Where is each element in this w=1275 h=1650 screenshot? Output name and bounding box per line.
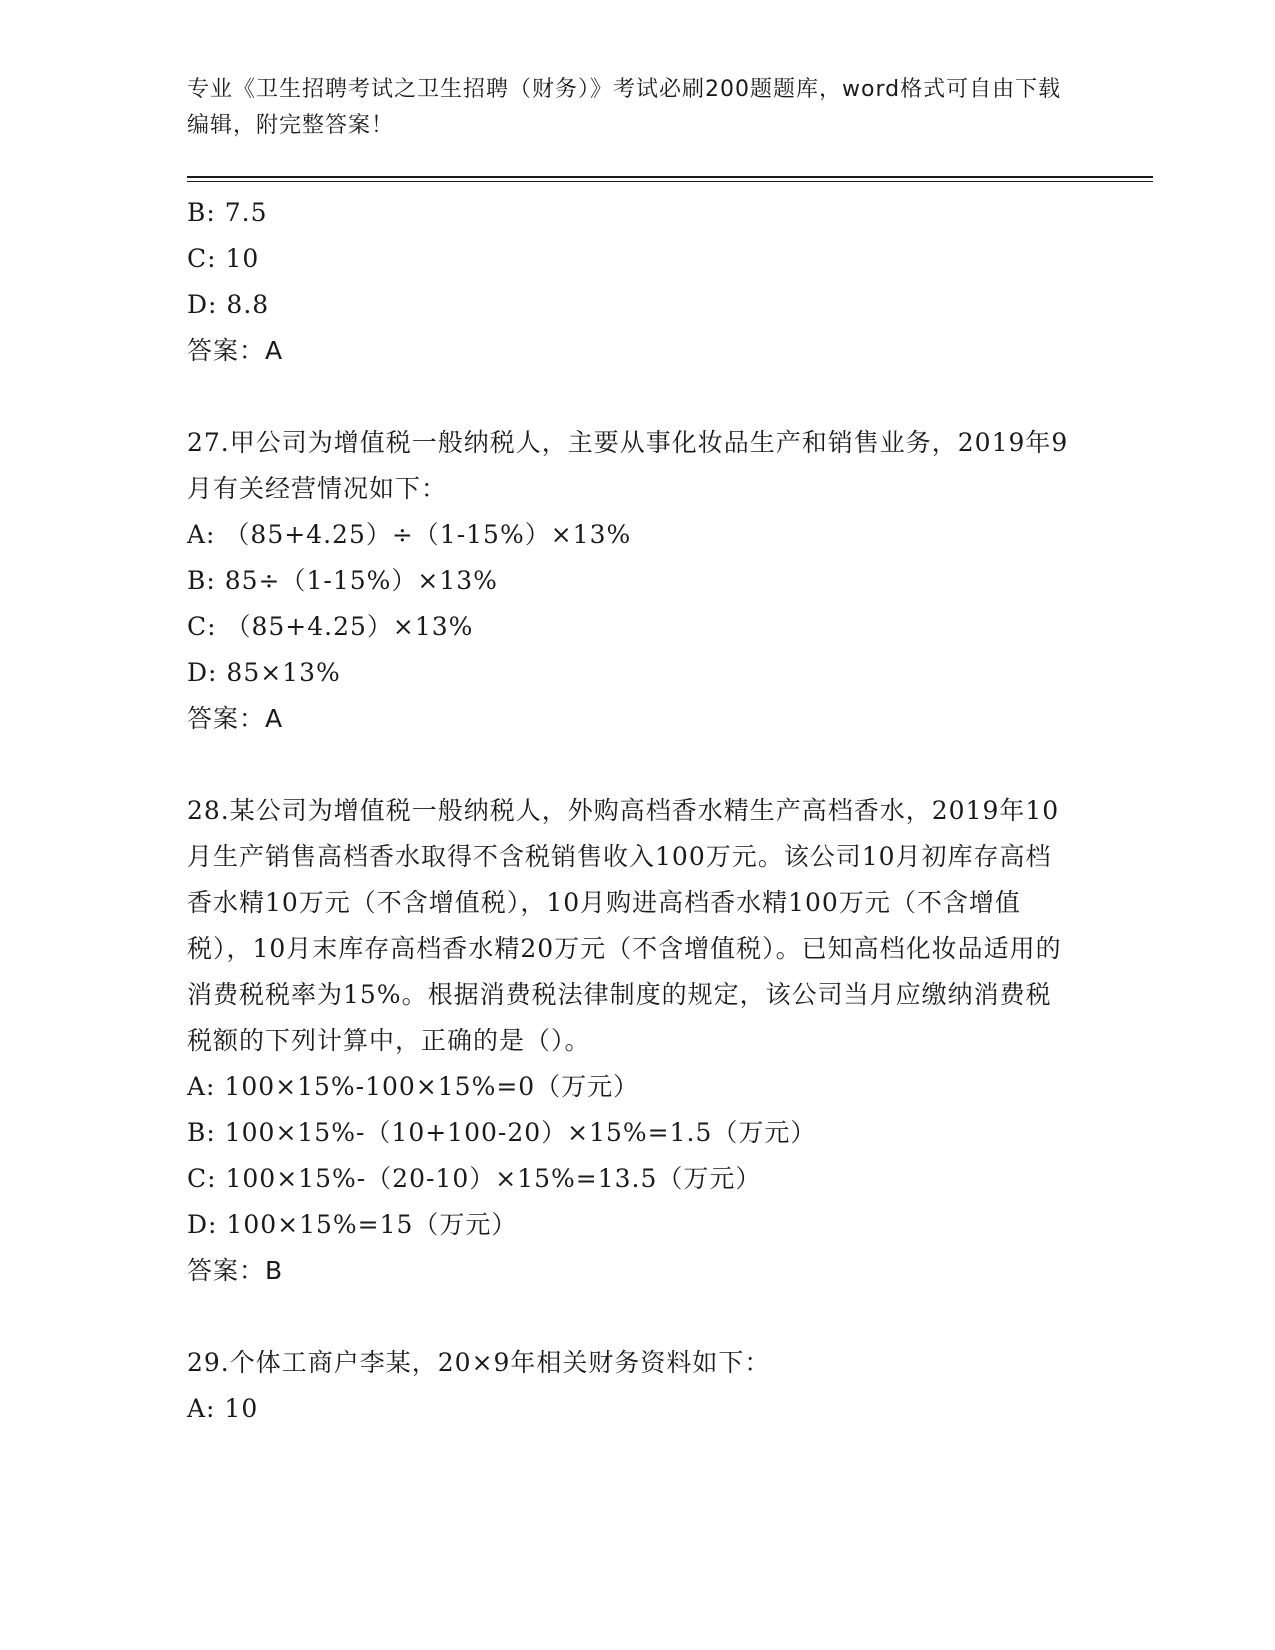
option-b: B: 100×15%-（10+100-20）×15%=1.5（万元） (187, 1118, 817, 1147)
header-divider-thin (187, 181, 1153, 182)
question-29 (187, 1340, 1077, 1432)
answer-label: 答案：A (187, 704, 284, 733)
option-a: A: （85+4.25）÷（1-15%）×13% (187, 520, 632, 549)
question-stem: 29.个体工商户李某，20×9年相关财务资料如下： (187, 1348, 771, 1377)
spacer (187, 374, 1077, 420)
prev-question (187, 190, 1077, 374)
question-stem: 28.某公司为增值税一般纳税人，外购高档香水精生产高档香水，2019年10月生产销售高档香水取得不含税销售收入100万元。该公司10月初库存高档香水精10万元（不含增值税），10月购进高档香水精100万元（不含增值税），10月末库存高档香水精20万元（不含增值税）。已知高档化妆品适用的消费税税率为15%。根据消费税法律制度的规定，该公司当月应缴纳消费税税额的下列计算中，正确的是（）。 (187, 796, 1062, 1055)
question-28 (187, 788, 1077, 1294)
header-divider (187, 176, 1153, 178)
document-header: 专业《卫生招聘考试之卫生招聘（财务）》考试必刷200题题库，word格式可自由下载编辑，附完整答案！ (187, 77, 1062, 138)
option-b: B: 85÷（1-15%）×13% (187, 566, 498, 595)
spacer (187, 742, 1077, 788)
option-d: D: 85×13% (187, 658, 341, 687)
option-a: A: 100×15%-100×15%=0（万元） (187, 1072, 640, 1101)
answer-label: 答案：A (187, 336, 284, 365)
answer-label: 答案：B (187, 1256, 284, 1285)
option-b: B: 7.5 (187, 198, 268, 227)
option-d: D: 100×15%=15（万元） (187, 1210, 518, 1239)
question-stem: 27.甲公司为增值税一般纳税人，主要从事化妆品生产和销售业务，2019年9月有关经营情况如下： (187, 428, 1069, 503)
spacer (187, 1294, 1077, 1340)
option-a: A: 10 (187, 1394, 259, 1423)
option-c: C: 100×15%-（20-10）×15%=13.5（万元） (187, 1164, 762, 1193)
document-body (187, 190, 1077, 1432)
option-d: D: 8.8 (187, 290, 270, 319)
option-c: C: （85+4.25）×13% (187, 612, 474, 641)
option-c: C: 10 (187, 244, 260, 273)
question-27 (187, 420, 1077, 742)
